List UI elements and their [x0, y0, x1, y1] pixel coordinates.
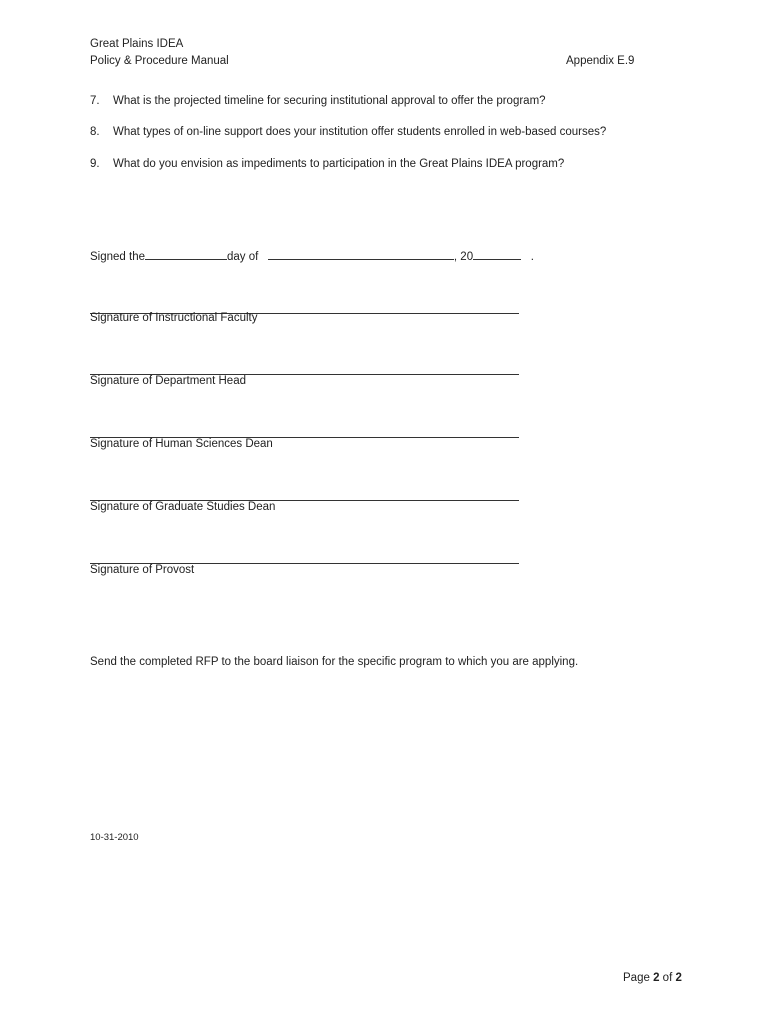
signature-label-faculty: Signature of Instructional Faculty [90, 312, 258, 324]
question-7 [90, 95, 546, 107]
signed-end: . [530, 251, 534, 263]
question-number: 8. [90, 126, 100, 138]
month-blank[interactable] [268, 249, 454, 260]
signed-day-of: day of [227, 251, 259, 263]
page-number [623, 972, 682, 984]
revision-date: 10-31-2010 [90, 832, 139, 843]
year-blank[interactable] [473, 249, 521, 260]
signed-year-prefix: , 20 [453, 251, 474, 263]
question-9 [90, 158, 564, 170]
of-word: of [662, 972, 673, 984]
page-total: 2 [675, 972, 682, 984]
page-word: Page [623, 972, 650, 984]
question-number: 7. [90, 95, 100, 107]
question-text: What is the projected timeline for securing institutional approval to offer the program? [113, 95, 546, 107]
signed-prefix: Signed the [90, 251, 145, 263]
signature-label-human-sciences-dean: Signature of Human Sciences Dean [90, 438, 273, 450]
header-manual: Policy & Procedure Manual [90, 55, 229, 67]
day-blank[interactable] [145, 249, 227, 260]
header-appendix: Appendix E.9 [566, 55, 635, 67]
signed-date-line [90, 249, 534, 263]
signature-label-department-head: Signature of Department Head [90, 375, 246, 387]
instruction-text: Send the completed RFP to the board liaison for the specific program to which you are applying. [90, 656, 579, 668]
signature-label-provost: Signature of Provost [90, 564, 195, 576]
page-current: 2 [653, 972, 660, 984]
question-number: 9. [90, 158, 100, 170]
header-org: Great Plains IDEA [90, 38, 184, 50]
question-8 [90, 126, 606, 138]
question-text: What types of on-line support does your institution offer students enrolled in web-based courses? [113, 126, 607, 138]
signature-label-graduate-studies-dean: Signature of Graduate Studies Dean [90, 501, 276, 513]
question-text: What do you envision as impediments to participation in the Great Plains IDEA program? [113, 158, 565, 170]
